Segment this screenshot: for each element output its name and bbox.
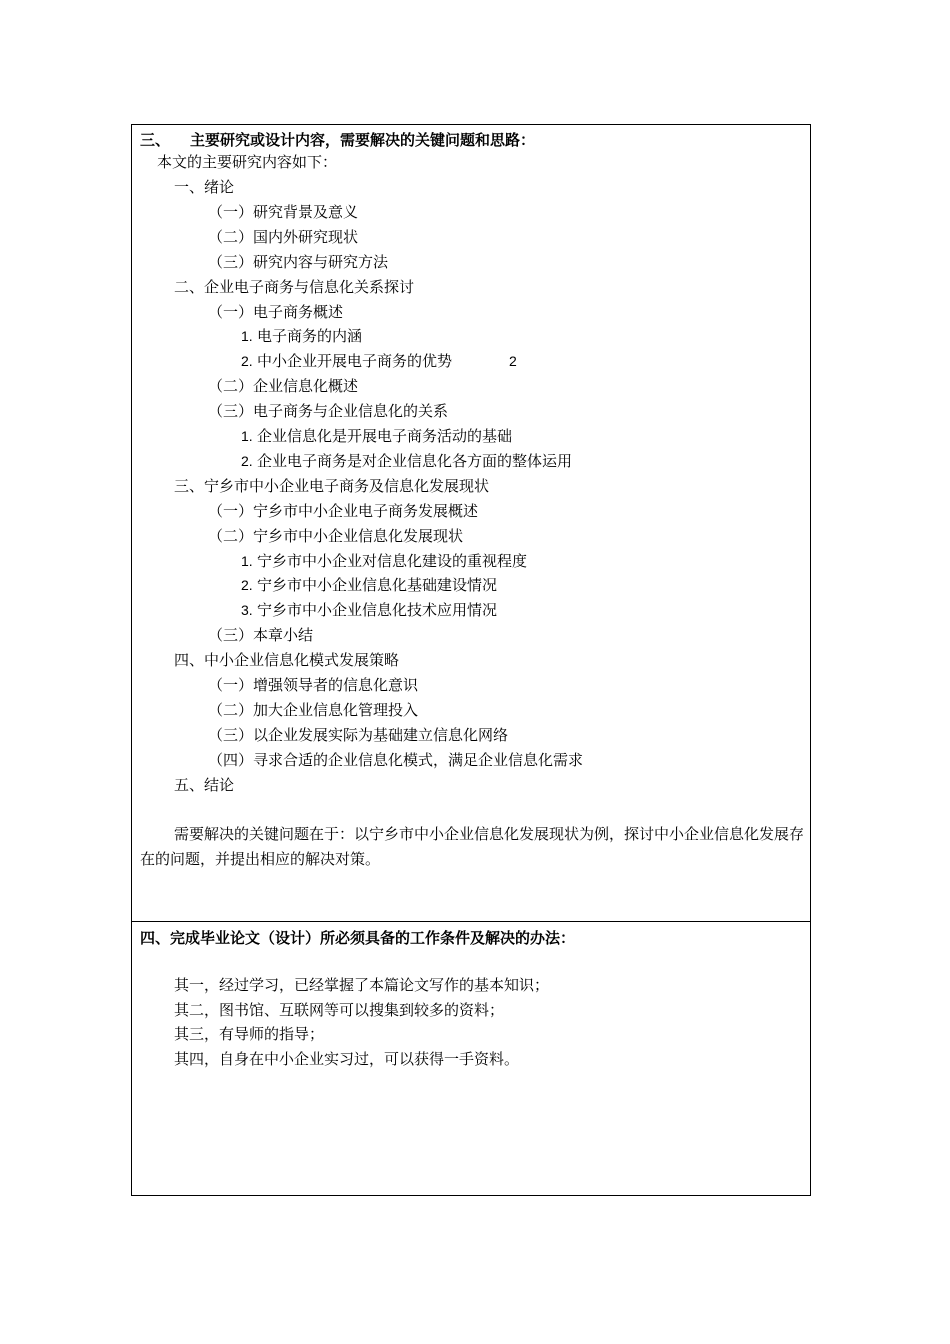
outline-item-text: 宁乡市中小企业对信息化建设的重视程度 [257,552,528,570]
table-row-divider [131,921,811,922]
outline-item-number: 3. [241,602,253,618]
outline-item-stray-number: 2 [509,353,517,369]
key-problem-paragraph: 需要解决的关键问题在于：以宁乡市中小企业信息化发展现状为例，探讨中小企业信息化发展存在的问题，并提出相应的解决对策。 [140,825,805,868]
outline-section: （一）研究背景及意义 [208,203,359,221]
outline-item-text: 企业信息化是开展电子商务活动的基础 [257,427,513,445]
outline-section: （四）寻求合适的企业信息化模式，满足企业信息化需求 [208,751,584,769]
outline-item-text: 电子商务的内涵 [257,327,363,345]
outline-section: （三）研究内容与研究方法 [208,253,389,271]
outline-section: （一）宁乡市中小企业电子商务发展概述 [208,502,479,520]
outline-section: （二）国内外研究现状 [208,228,359,246]
outline-section: （一）增强领导者的信息化意识 [208,676,419,694]
outline-chapter: 四、中小企业信息化模式发展策略 [174,651,400,669]
outline-chapter: 一、绪论 [174,178,235,196]
outline-section: （三）电子商务与企业信息化的关系 [208,402,449,420]
condition-item: 其一，经过学习，已经掌握了本篇论文写作的基本知识； [174,976,550,994]
outline-item-text: 宁乡市中小企业信息化基础建设情况 [257,576,498,594]
outline-item-number: 2. [241,577,253,593]
condition-item: 其四，自身在中小企业实习过，可以获得一手资料。 [174,1050,520,1068]
section3-heading-number: 三、 [140,131,171,149]
section3-intro: 本文的主要研究内容如下： [157,153,338,171]
outline-item-number: 1. [241,428,253,444]
outline-section: （一）电子商务概述 [208,303,344,321]
outline-item-text: 中小企业开展电子商务的优势 [257,352,453,370]
outline-item-number: 1. [241,328,253,344]
outline-item-text: 宁乡市中小企业信息化技术应用情况 [257,601,498,619]
outline-chapter: 五、结论 [174,776,235,794]
outline-chapter: 二、企业电子商务与信息化关系探讨 [174,278,415,296]
outline-section: （三）本章小结 [208,626,314,644]
section3-heading: 主要研究或设计内容，需要解决的关键问题和思路： [190,131,536,149]
condition-item: 其二，图书馆、互联网等可以搜集到较多的资料； [174,1001,505,1019]
outline-section: （二）企业信息化概述 [208,377,359,395]
outline-section: （三）以企业发展实际为基础建立信息化网络 [208,726,509,744]
outline-section: （二）宁乡市中小企业信息化发展现状 [208,527,464,545]
outline-item-number: 2. [241,353,253,369]
outline-item-number: 1. [241,553,253,569]
section4-heading: 四、完成毕业论文（设计）所必须具备的工作条件及解决的办法： [140,929,576,947]
outline-chapter: 三、宁乡市中小企业电子商务及信息化发展现状 [174,477,490,495]
outline-item-text: 企业电子商务是对企业信息化各方面的整体运用 [257,452,573,470]
outline-item-number: 2. [241,453,253,469]
condition-item: 其三，有导师的指导； [174,1025,325,1043]
outline-section: （二）加大企业信息化管理投入 [208,701,419,719]
